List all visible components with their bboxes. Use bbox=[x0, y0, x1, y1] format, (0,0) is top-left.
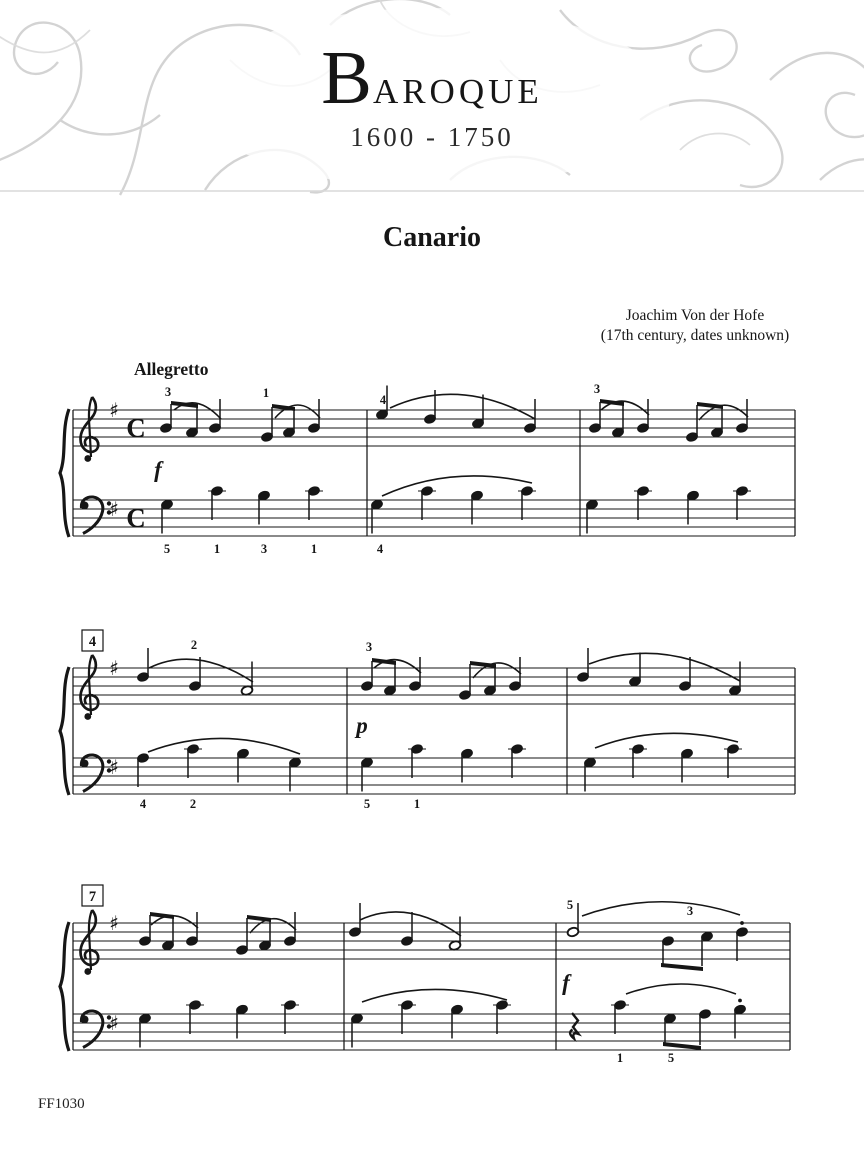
svg-text:1: 1 bbox=[413, 797, 421, 811]
treble-staff-notes bbox=[137, 638, 742, 738]
svg-text:3: 3 bbox=[260, 542, 268, 556]
slur bbox=[595, 733, 738, 748]
tempo-marking: Allegretto bbox=[134, 359, 209, 379]
svg-text:5: 5 bbox=[566, 898, 574, 912]
svg-text:4: 4 bbox=[88, 634, 97, 650]
svg-text:4: 4 bbox=[379, 393, 387, 407]
slur bbox=[382, 476, 532, 496]
system-brace bbox=[60, 922, 69, 1051]
svg-text:♯: ♯ bbox=[109, 656, 119, 680]
era-title-rest: AROQUE bbox=[372, 72, 543, 111]
svg-text:♯: ♯ bbox=[109, 1011, 119, 1035]
slur bbox=[626, 984, 736, 994]
catalog-number: FF1030 bbox=[38, 1096, 85, 1112]
beam bbox=[663, 1042, 701, 1050]
svg-text:C: C bbox=[126, 503, 146, 533]
svg-text:1: 1 bbox=[262, 386, 270, 400]
piece-title: Canario bbox=[383, 222, 481, 253]
treble-staff-notes bbox=[139, 898, 749, 995]
composer-dates: (17th century, dates unknown) bbox=[600, 327, 790, 344]
svg-text:♯: ♯ bbox=[109, 497, 119, 521]
slur bbox=[149, 659, 253, 682]
composer-name: Joachim Von der Hofe bbox=[625, 307, 765, 324]
quarter-rest bbox=[570, 1013, 578, 1039]
bass-staff-notes bbox=[161, 476, 751, 556]
svg-text:4: 4 bbox=[376, 542, 384, 556]
beam bbox=[247, 915, 271, 922]
svg-text:7: 7 bbox=[88, 889, 97, 905]
bass-staff-notes bbox=[139, 984, 747, 1065]
svg-text:3: 3 bbox=[593, 382, 601, 396]
svg-text:3: 3 bbox=[365, 640, 373, 654]
slur bbox=[250, 919, 296, 933]
beam bbox=[661, 963, 703, 971]
grand-staff-system-1 bbox=[60, 382, 795, 556]
system-brace bbox=[60, 667, 69, 795]
slur bbox=[390, 394, 535, 419]
svg-text:p: p bbox=[356, 713, 368, 738]
treble-staff-notes bbox=[154, 382, 748, 482]
slur bbox=[582, 902, 740, 916]
svg-text:1: 1 bbox=[310, 542, 318, 556]
system-brace bbox=[60, 409, 69, 537]
slur bbox=[699, 405, 748, 420]
svg-text:2: 2 bbox=[189, 797, 197, 811]
bass-staff-notes bbox=[137, 733, 742, 811]
svg-text:1: 1 bbox=[616, 1051, 624, 1065]
svg-text:5: 5 bbox=[363, 797, 371, 811]
svg-text:f: f bbox=[562, 970, 570, 995]
svg-text:3: 3 bbox=[164, 385, 172, 399]
svg-text:♯: ♯ bbox=[109, 911, 119, 935]
svg-text:C: C bbox=[126, 413, 146, 443]
slur bbox=[148, 738, 300, 754]
svg-text:f: f bbox=[154, 457, 162, 482]
svg-text:4: 4 bbox=[139, 797, 147, 811]
grand-staff-system-2 bbox=[60, 630, 795, 811]
slur bbox=[151, 916, 198, 928]
svg-text:♯: ♯ bbox=[109, 398, 119, 422]
era-title-initial: B bbox=[321, 36, 373, 120]
svg-text:2: 2 bbox=[190, 638, 198, 652]
slur bbox=[362, 989, 507, 1002]
svg-text:♯: ♯ bbox=[109, 755, 119, 779]
grand-staff-system-3 bbox=[60, 885, 790, 1065]
staccato-dot bbox=[738, 999, 742, 1003]
svg-text:5: 5 bbox=[163, 542, 171, 556]
svg-text:1: 1 bbox=[213, 542, 221, 556]
svg-text:3: 3 bbox=[686, 904, 694, 918]
staccato-dot bbox=[740, 921, 744, 925]
era-years: 1600 - 1750 bbox=[350, 122, 514, 152]
svg-text:5: 5 bbox=[667, 1051, 675, 1065]
